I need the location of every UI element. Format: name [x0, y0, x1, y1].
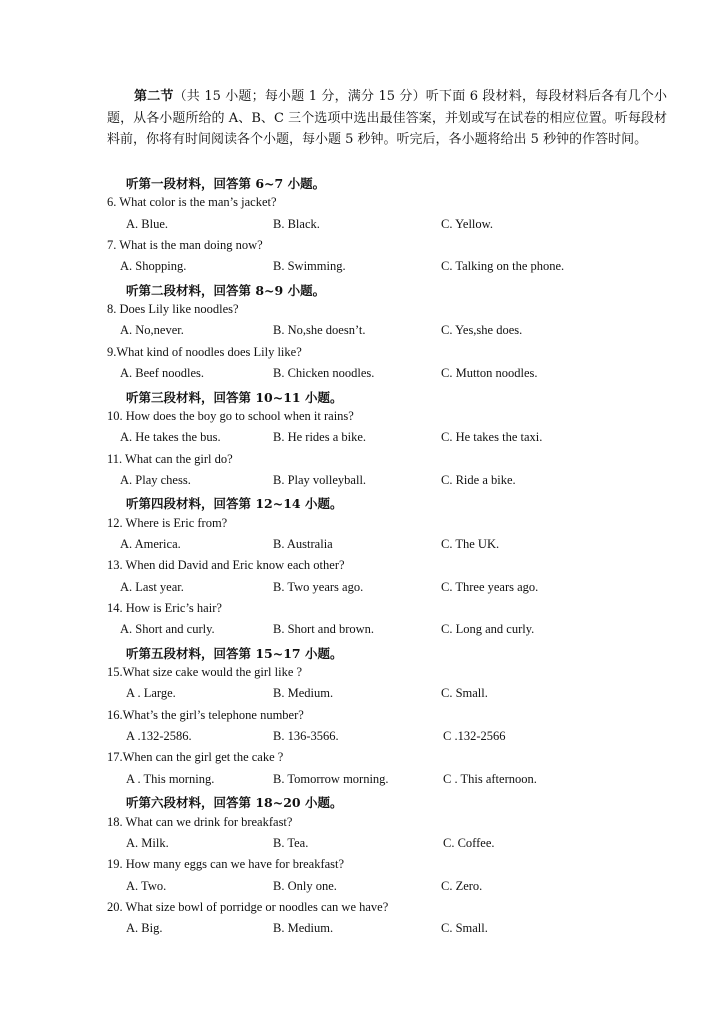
- question-text: [0, 302, 718, 322]
- question-label: 20. What size bowl of porridge or noodles can we have?: [107, 899, 389, 914]
- options-row: [0, 537, 718, 557]
- options-row: [0, 622, 718, 642]
- option-c: C. Talking on the phone.: [441, 259, 565, 274]
- question-text: [0, 708, 718, 728]
- question-text: [0, 900, 718, 920]
- section-title-text: 听第三段材料，回答第 10~11 小题。: [126, 389, 343, 405]
- section-intro: [107, 86, 667, 151]
- question-label: 17.When can the girl get the cake ?: [107, 750, 284, 765]
- option-c: C. He takes the taxi.: [441, 430, 543, 445]
- question-text: [0, 195, 718, 215]
- question-label: 8. Does Lily like noodles?: [107, 302, 239, 317]
- option-b: B. He rides a bike.: [273, 430, 367, 445]
- option-b: B. No,she doesn’t.: [273, 323, 366, 338]
- section-title-text: 听第六段材料，回答第 18~20 小题。: [126, 795, 343, 811]
- question-text: [0, 345, 718, 365]
- question-text: [0, 815, 718, 835]
- section-title: [0, 793, 718, 813]
- question-label: 15.What size cake would the girl like ?: [107, 665, 303, 680]
- question-text: [0, 238, 718, 258]
- option-a: A. Two.: [126, 878, 167, 893]
- section-title-text: 听第一段材料，回答第 6~7 小题。: [126, 176, 326, 191]
- question-label: 7. What is the man doing now?: [107, 238, 263, 253]
- option-b: B. Play volleyball.: [273, 472, 367, 487]
- option-c: C. Yes,she does.: [441, 323, 523, 338]
- options-row: [0, 686, 718, 706]
- option-a: A. No,never.: [120, 323, 184, 338]
- options-row: [0, 921, 718, 941]
- options-row: [0, 836, 718, 856]
- question-label: 9.What kind of noodles does Lily like?: [107, 344, 302, 359]
- option-a: A . Large.: [126, 686, 176, 701]
- question-label: 11. What can the girl do?: [107, 451, 233, 466]
- options-row: [0, 366, 718, 386]
- option-b: B. Medium.: [273, 921, 334, 936]
- option-b: B. Chicken noodles.: [273, 366, 375, 381]
- option-a: A. Milk.: [126, 835, 169, 850]
- option-a: A .132-2586.: [126, 729, 192, 744]
- section-instructions: （共 15 小题；每小题 1 分，满分 15 分）听下面 6 段材料，每段材料后各有几个小题，从各小题所给的 A、B、C 三个选项中选出最佳答案，并划或写在试卷的相应位置。听每段材料前，你将有时间阅读各个小题，每小题 5 秒钟。听完后，各小题将给出 5 秒钟的作答时间。: [107, 89, 667, 147]
- option-a: A . This morning.: [126, 771, 215, 786]
- question-label: 16.What’s the girl’s telephone number?: [107, 707, 304, 722]
- option-c: C. Long and curly.: [441, 622, 535, 637]
- option-c: C . This afternoon.: [443, 771, 537, 786]
- section-title: [0, 174, 718, 194]
- question-text: [0, 409, 718, 429]
- option-b: B. Black.: [273, 216, 320, 231]
- options-row: [0, 879, 718, 899]
- option-c: C. Small.: [441, 921, 488, 936]
- section-heading: 第二节: [134, 89, 174, 104]
- section-title-text: 听第二段材料，回答第 8~9 小题。: [126, 282, 326, 298]
- option-a: A. Shopping.: [120, 259, 187, 274]
- options-row: [0, 580, 718, 600]
- question-text: [0, 558, 718, 578]
- option-c: C. Small.: [441, 686, 488, 701]
- section-title: [0, 494, 718, 514]
- option-b: B. 136-3566.: [273, 729, 339, 744]
- option-a: A. America.: [120, 536, 181, 551]
- option-b: B. Two years ago.: [273, 579, 364, 594]
- question-label: 19. How many eggs can we have for breakfast?: [107, 857, 345, 872]
- section-title: [0, 281, 718, 301]
- option-a: A. He takes the bus.: [120, 430, 221, 445]
- option-a: A. Beef noodles.: [120, 366, 205, 381]
- question-label: 13. When did David and Eric know each other?: [107, 558, 345, 573]
- options-row: [0, 217, 718, 237]
- option-c: C. Mutton noodles.: [441, 366, 538, 381]
- question-label: 6. What color is the man’s jacket?: [107, 195, 277, 210]
- option-c: C. Coffee.: [443, 835, 495, 850]
- option-a: A. Blue.: [126, 216, 169, 231]
- option-a: A. Play chess.: [120, 472, 191, 487]
- option-b: B. Tomorrow morning.: [273, 771, 389, 786]
- options-row: [0, 323, 718, 343]
- question-label: 10. How does the boy go to school when it rains?: [107, 408, 354, 423]
- option-b: B. Swimming.: [273, 259, 346, 274]
- option-a: A. Short and curly.: [120, 622, 215, 637]
- option-b: B. Tea.: [273, 835, 309, 850]
- section-title: [0, 388, 718, 408]
- option-c: C .132-2566: [443, 729, 506, 744]
- option-b: B. Only one.: [273, 878, 337, 893]
- option-c: C. Three years ago.: [441, 579, 539, 594]
- section-title: [0, 644, 718, 664]
- option-c: C. Yellow.: [441, 216, 493, 231]
- option-c: C. The UK.: [441, 536, 500, 551]
- option-a: A. Big.: [126, 921, 163, 936]
- option-c: C. Ride a bike.: [441, 472, 516, 487]
- options-row: [0, 259, 718, 279]
- options-row: [0, 430, 718, 450]
- options-row: [0, 473, 718, 493]
- question-text: [0, 452, 718, 472]
- question-text: [0, 516, 718, 536]
- option-c: C. Zero.: [441, 878, 483, 893]
- question-text: [0, 665, 718, 685]
- question-text: [0, 750, 718, 770]
- question-label: 14. How is Eric’s hair?: [107, 601, 222, 615]
- question-label: 12. Where is Eric from?: [107, 515, 228, 530]
- option-b: B. Australia: [273, 536, 333, 551]
- section-title-text: 听第四段材料，回答第 12~14 小题。: [126, 496, 343, 512]
- question-label: 18. What can we drink for breakfast?: [107, 814, 293, 829]
- option-b: B. Medium.: [273, 686, 334, 701]
- question-text: [0, 857, 718, 877]
- options-row: [0, 729, 718, 749]
- section-title-text: 听第五段材料，回答第 15~17 小题。: [126, 645, 343, 661]
- options-row: [0, 772, 718, 792]
- question-text: [0, 601, 718, 621]
- option-b: B. Short and brown.: [273, 622, 375, 637]
- option-a: A. Last year.: [120, 579, 184, 594]
